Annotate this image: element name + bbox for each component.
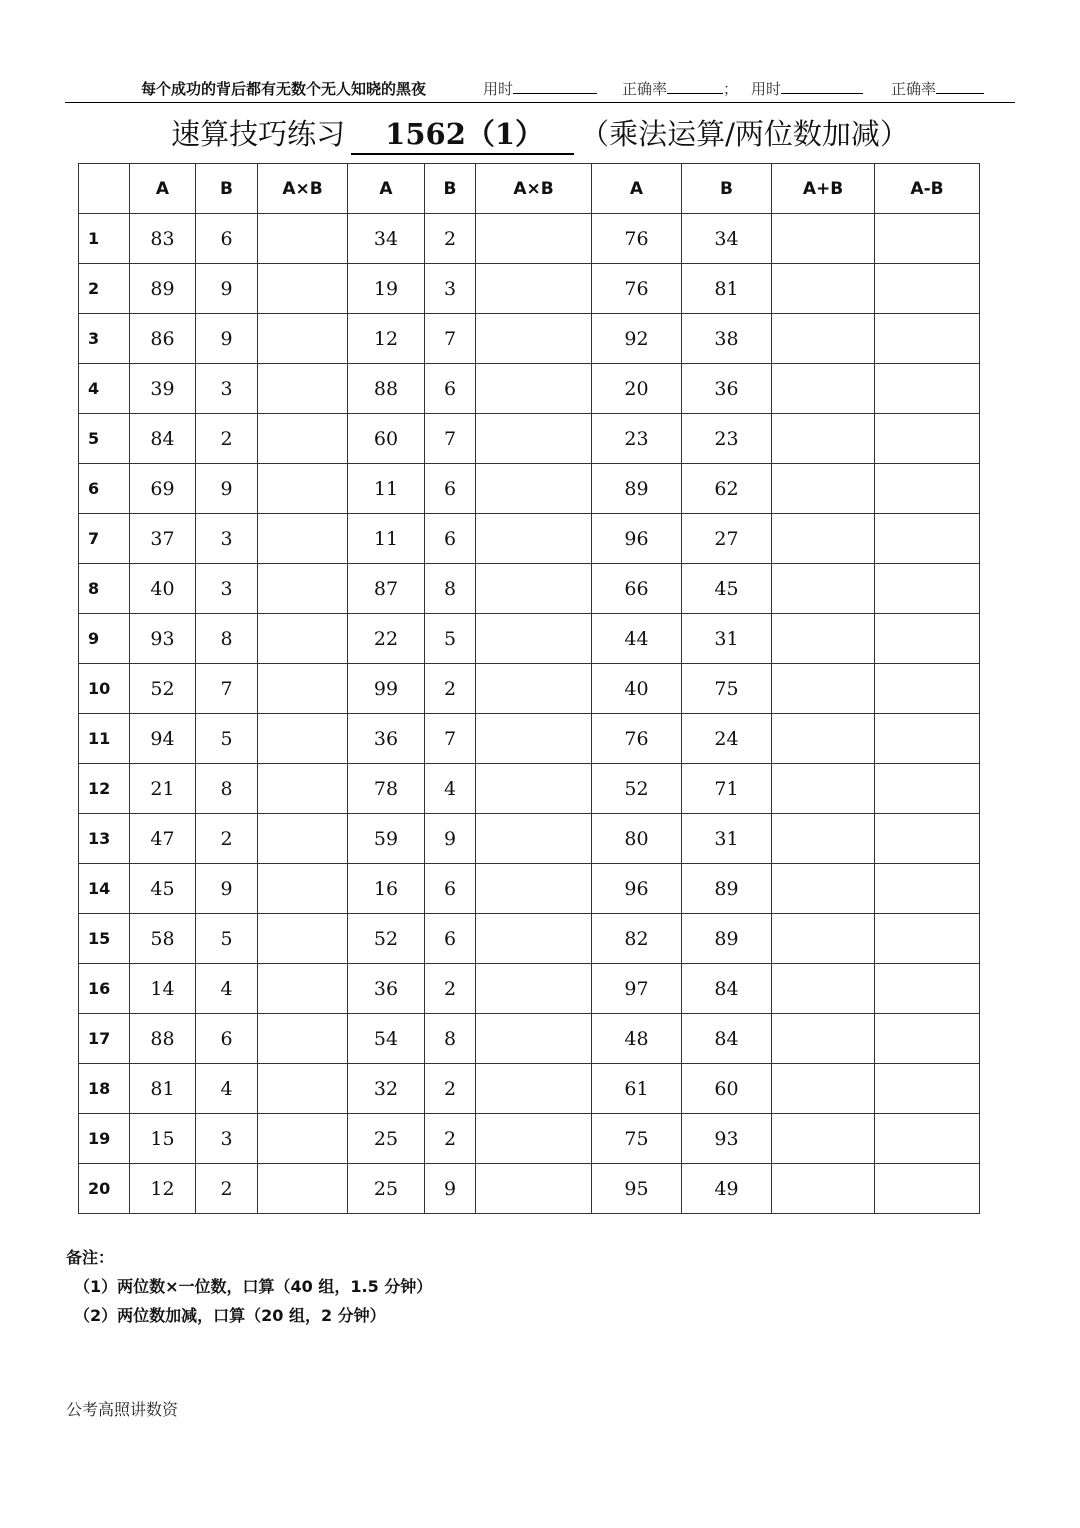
operand-cell: 31: [682, 814, 772, 864]
operand-cell: 11: [348, 464, 425, 514]
answer-cell[interactable]: [258, 414, 348, 464]
operand-cell: 52: [348, 914, 425, 964]
operand-cell: 89: [592, 464, 682, 514]
answer-cell[interactable]: [476, 964, 592, 1014]
answer-cell[interactable]: [875, 564, 980, 614]
row-number: 11: [79, 714, 130, 764]
motto-text: 每个成功的背后都有无数个无人知晓的黑夜: [141, 80, 427, 98]
accuracy-label-1: 正确率: [622, 80, 668, 98]
answer-cell[interactable]: [258, 214, 348, 264]
row-number: 15: [79, 914, 130, 964]
accuracy-field-2: [891, 78, 984, 99]
operand-cell: 19: [348, 264, 425, 314]
operand-cell: 47: [130, 814, 196, 864]
operand-cell: 60: [682, 1064, 772, 1114]
answer-cell[interactable]: [875, 1064, 980, 1114]
row-number: 18: [79, 1064, 130, 1114]
operand-cell: 75: [682, 664, 772, 714]
answer-cell[interactable]: [772, 814, 875, 864]
answer-cell[interactable]: [258, 814, 348, 864]
operand-cell: 88: [130, 1014, 196, 1064]
answer-cell[interactable]: [875, 464, 980, 514]
operand-cell: 3: [196, 1114, 258, 1164]
operand-cell: 2: [425, 214, 476, 264]
table-row: [79, 1114, 980, 1164]
answer-cell[interactable]: [772, 664, 875, 714]
column-header: [79, 164, 130, 214]
row-number: 14: [79, 864, 130, 914]
time-blank-2[interactable]: [781, 79, 863, 94]
accuracy-field-1: [622, 78, 738, 99]
answer-cell[interactable]: [258, 264, 348, 314]
operand-cell: 87: [348, 564, 425, 614]
answer-cell[interactable]: [875, 1164, 980, 1214]
answer-cell[interactable]: [772, 964, 875, 1014]
table-row: [79, 714, 980, 764]
operand-cell: 5: [196, 914, 258, 964]
answer-cell[interactable]: [875, 964, 980, 1014]
answer-cell[interactable]: [875, 264, 980, 314]
operand-cell: 78: [348, 764, 425, 814]
operand-cell: 8: [196, 764, 258, 814]
title-prefix: 速算技巧练习: [171, 117, 346, 151]
column-header: A: [130, 164, 196, 214]
operand-cell: 82: [592, 914, 682, 964]
row-number: 20: [79, 1164, 130, 1214]
row-number: 8: [79, 564, 130, 614]
operand-cell: 80: [592, 814, 682, 864]
operand-cell: 76: [592, 214, 682, 264]
row-number: 3: [79, 314, 130, 364]
operand-cell: 49: [682, 1164, 772, 1214]
table-row: [79, 264, 980, 314]
answer-cell[interactable]: [258, 614, 348, 664]
operand-cell: 23: [682, 414, 772, 464]
operand-cell: 6: [196, 1014, 258, 1064]
operand-cell: 48: [592, 1014, 682, 1064]
operand-cell: 3: [196, 564, 258, 614]
operand-cell: 45: [682, 564, 772, 614]
operand-cell: 96: [592, 864, 682, 914]
operand-cell: 3: [425, 264, 476, 314]
footer-text: 公考高照讲数资: [66, 1400, 179, 1419]
answer-cell[interactable]: [875, 764, 980, 814]
row-number: 6: [79, 464, 130, 514]
operand-cell: 40: [130, 564, 196, 614]
answer-cell[interactable]: [258, 964, 348, 1014]
answer-cell[interactable]: [875, 614, 980, 664]
operand-cell: 61: [592, 1064, 682, 1114]
operand-cell: 81: [130, 1064, 196, 1114]
table-row: [79, 464, 980, 514]
answer-cell[interactable]: [476, 464, 592, 514]
answer-cell[interactable]: [258, 464, 348, 514]
operand-cell: 15: [130, 1114, 196, 1164]
answer-cell[interactable]: [258, 864, 348, 914]
column-header: A+B: [772, 164, 875, 214]
column-header: A-B: [875, 164, 980, 214]
operand-cell: 16: [348, 864, 425, 914]
table-row: [79, 314, 980, 364]
operand-cell: 9: [425, 814, 476, 864]
operand-cell: 8: [196, 614, 258, 664]
operand-cell: 54: [348, 1014, 425, 1064]
operand-cell: 2: [425, 1064, 476, 1114]
operand-cell: 69: [130, 464, 196, 514]
operand-cell: 14: [130, 964, 196, 1014]
operand-cell: 8: [425, 1014, 476, 1064]
answer-cell[interactable]: [772, 464, 875, 514]
answer-cell[interactable]: [258, 514, 348, 564]
answer-cell[interactable]: [476, 214, 592, 264]
answer-cell[interactable]: [875, 814, 980, 864]
answer-cell[interactable]: [476, 414, 592, 464]
operand-cell: 92: [592, 314, 682, 364]
column-header: A×B: [476, 164, 592, 214]
operand-cell: 94: [130, 714, 196, 764]
operand-cell: 86: [130, 314, 196, 364]
operand-cell: 3: [196, 514, 258, 564]
answer-cell[interactable]: [772, 1064, 875, 1114]
operand-cell: 34: [682, 214, 772, 264]
time-blank-1[interactable]: [513, 79, 597, 94]
operand-cell: 58: [130, 914, 196, 964]
row-number: 2: [79, 264, 130, 314]
answer-cell[interactable]: [476, 914, 592, 964]
table-body: [79, 214, 980, 1214]
answer-cell[interactable]: [772, 414, 875, 464]
row-number: 7: [79, 514, 130, 564]
column-header: A: [592, 164, 682, 214]
answer-cell[interactable]: [258, 564, 348, 614]
answer-cell[interactable]: [476, 614, 592, 664]
operand-cell: 75: [592, 1114, 682, 1164]
operand-cell: 6: [425, 364, 476, 414]
answer-cell[interactable]: [772, 1164, 875, 1214]
note-line-1: （1）两位数×一位数，口算（40 组，1.5 分钟）: [74, 1277, 433, 1296]
row-number: 13: [79, 814, 130, 864]
operand-cell: 2: [425, 664, 476, 714]
operand-cell: 4: [196, 1064, 258, 1114]
table-row: [79, 514, 980, 564]
answer-cell[interactable]: [772, 764, 875, 814]
time-field-2: [751, 78, 863, 99]
answer-cell[interactable]: [476, 814, 592, 864]
table-row: [79, 864, 980, 914]
operand-cell: 40: [592, 664, 682, 714]
answer-cell[interactable]: [476, 1114, 592, 1164]
answer-cell[interactable]: [772, 564, 875, 614]
answer-cell[interactable]: [476, 714, 592, 764]
notes-heading: 备注：: [66, 1248, 115, 1267]
operand-cell: 22: [348, 614, 425, 664]
row-number: 4: [79, 364, 130, 414]
answer-cell[interactable]: [476, 314, 592, 364]
operand-cell: 27: [682, 514, 772, 564]
operand-cell: 38: [682, 314, 772, 364]
column-header: A: [348, 164, 425, 214]
operand-cell: 59: [348, 814, 425, 864]
operand-cell: 88: [348, 364, 425, 414]
answer-cell[interactable]: [258, 764, 348, 814]
operand-cell: 23: [592, 414, 682, 464]
table-header-row: [79, 164, 980, 214]
operand-cell: 32: [348, 1064, 425, 1114]
operand-cell: 52: [130, 664, 196, 714]
operand-cell: 76: [592, 264, 682, 314]
table-row: [79, 964, 980, 1014]
answer-cell[interactable]: [875, 914, 980, 964]
operand-cell: 11: [348, 514, 425, 564]
operand-cell: 6: [425, 514, 476, 564]
row-number: 12: [79, 764, 130, 814]
operand-cell: 7: [196, 664, 258, 714]
operand-cell: 84: [682, 964, 772, 1014]
answer-cell[interactable]: [875, 864, 980, 914]
answer-cell[interactable]: [476, 1064, 592, 1114]
answer-cell[interactable]: [772, 264, 875, 314]
answer-cell[interactable]: [772, 1014, 875, 1064]
row-number: 9: [79, 614, 130, 664]
row-number: 19: [79, 1114, 130, 1164]
column-header: B: [682, 164, 772, 214]
operand-cell: 6: [425, 464, 476, 514]
operand-cell: 71: [682, 764, 772, 814]
operand-cell: 44: [592, 614, 682, 664]
exercise-table: [78, 163, 980, 1214]
answer-cell[interactable]: [772, 514, 875, 564]
operand-cell: 34: [348, 214, 425, 264]
operand-cell: 9: [196, 314, 258, 364]
operand-cell: 95: [592, 1164, 682, 1214]
operand-cell: 2: [196, 1164, 258, 1214]
operand-cell: 6: [196, 214, 258, 264]
operand-cell: 45: [130, 864, 196, 914]
operand-cell: 6: [425, 914, 476, 964]
answer-cell[interactable]: [476, 764, 592, 814]
row-number: 1: [79, 214, 130, 264]
operand-cell: 25: [348, 1164, 425, 1214]
answer-cell[interactable]: [772, 614, 875, 664]
answer-cell[interactable]: [875, 1114, 980, 1164]
answer-cell[interactable]: [258, 1164, 348, 1214]
operand-cell: 52: [592, 764, 682, 814]
operand-cell: 6: [425, 864, 476, 914]
operand-cell: 89: [682, 864, 772, 914]
operand-cell: 8: [425, 564, 476, 614]
note-line-2: （2）两位数加减，口算（20 组，2 分钟）: [74, 1306, 386, 1325]
answer-cell[interactable]: [258, 1014, 348, 1064]
answer-cell[interactable]: [875, 314, 980, 364]
answer-cell[interactable]: [258, 1114, 348, 1164]
answer-cell[interactable]: [258, 714, 348, 764]
operand-cell: 93: [682, 1114, 772, 1164]
operand-cell: 36: [682, 364, 772, 414]
answer-cell[interactable]: [875, 214, 980, 264]
answer-cell[interactable]: [772, 864, 875, 914]
operand-cell: 99: [348, 664, 425, 714]
operand-cell: 83: [130, 214, 196, 264]
operand-cell: 4: [196, 964, 258, 1014]
table-row: [79, 414, 980, 464]
answer-cell[interactable]: [772, 214, 875, 264]
table-row: [79, 664, 980, 714]
row-number: 10: [79, 664, 130, 714]
time-label-1: 用时: [483, 80, 514, 98]
answer-cell[interactable]: [476, 864, 592, 914]
notes-section: [66, 1243, 432, 1330]
operand-cell: 7: [425, 714, 476, 764]
operand-cell: 76: [592, 714, 682, 764]
operand-cell: 2: [425, 964, 476, 1014]
time-field-1: [483, 78, 597, 99]
answer-cell[interactable]: [476, 264, 592, 314]
operand-cell: 9: [196, 864, 258, 914]
answer-cell[interactable]: [476, 364, 592, 414]
table-row: [79, 614, 980, 664]
operand-cell: 96: [592, 514, 682, 564]
answer-cell[interactable]: [258, 364, 348, 414]
table-row: [79, 914, 980, 964]
answer-cell[interactable]: [772, 314, 875, 364]
answer-cell[interactable]: [875, 364, 980, 414]
operand-cell: 7: [425, 414, 476, 464]
column-header: A×B: [258, 164, 348, 214]
operand-cell: 2: [425, 1114, 476, 1164]
accuracy-blank-2[interactable]: [936, 79, 984, 94]
column-header: B: [425, 164, 476, 214]
operand-cell: 97: [592, 964, 682, 1014]
operand-cell: 7: [425, 314, 476, 364]
operand-cell: 36: [348, 964, 425, 1014]
operand-cell: 89: [682, 914, 772, 964]
answer-cell[interactable]: [875, 414, 980, 464]
page-header: [65, 74, 1015, 103]
operand-cell: 84: [682, 1014, 772, 1064]
operand-cell: 9: [196, 464, 258, 514]
operand-cell: 20: [592, 364, 682, 414]
table-row: [79, 764, 980, 814]
answer-cell[interactable]: [875, 514, 980, 564]
operand-cell: 5: [425, 614, 476, 664]
page-title: [0, 112, 1080, 155]
operand-cell: 21: [130, 764, 196, 814]
column-header: B: [196, 164, 258, 214]
table-row: [79, 814, 980, 864]
answer-cell[interactable]: [476, 664, 592, 714]
answer-cell[interactable]: [258, 1064, 348, 1114]
accuracy-blank-1[interactable]: [667, 79, 723, 94]
operand-cell: 2: [196, 814, 258, 864]
answer-cell[interactable]: [772, 714, 875, 764]
operand-cell: 81: [682, 264, 772, 314]
operand-cell: 25: [348, 1114, 425, 1164]
accuracy-label-2: 正确率: [891, 80, 937, 98]
title-code: 1562（1）: [351, 112, 574, 155]
operand-cell: 5: [196, 714, 258, 764]
operand-cell: 24: [682, 714, 772, 764]
table-row: [79, 1014, 980, 1064]
answer-cell[interactable]: [258, 314, 348, 364]
operand-cell: 9: [196, 264, 258, 314]
table-row: [79, 1064, 980, 1114]
answer-cell[interactable]: [875, 714, 980, 764]
title-suffix: （乘法运算/两位数加减）: [580, 117, 909, 151]
operand-cell: 4: [425, 764, 476, 814]
time-label-2: 用时: [751, 80, 782, 98]
operand-cell: 2: [196, 414, 258, 464]
operand-cell: 3: [196, 364, 258, 414]
answer-cell[interactable]: [875, 1014, 980, 1064]
operand-cell: 37: [130, 514, 196, 564]
operand-cell: 60: [348, 414, 425, 464]
operand-cell: 39: [130, 364, 196, 414]
table-row: [79, 364, 980, 414]
table-row: [79, 1164, 980, 1214]
answer-cell[interactable]: [476, 564, 592, 614]
operand-cell: 62: [682, 464, 772, 514]
operand-cell: 89: [130, 264, 196, 314]
row-number: 16: [79, 964, 130, 1014]
answer-cell[interactable]: [476, 1014, 592, 1064]
answer-cell[interactable]: [258, 664, 348, 714]
separator: ；: [723, 80, 739, 98]
operand-cell: 9: [425, 1164, 476, 1214]
operand-cell: 12: [348, 314, 425, 364]
table-row: [79, 214, 980, 264]
row-number: 5: [79, 414, 130, 464]
row-number: 17: [79, 1014, 130, 1064]
answer-cell[interactable]: [772, 364, 875, 414]
operand-cell: 66: [592, 564, 682, 614]
operand-cell: 12: [130, 1164, 196, 1214]
table-row: [79, 564, 980, 614]
operand-cell: 31: [682, 614, 772, 664]
operand-cell: 93: [130, 614, 196, 664]
answer-cell[interactable]: [476, 514, 592, 564]
operand-cell: 84: [130, 414, 196, 464]
answer-cell[interactable]: [476, 1164, 592, 1214]
answer-cell[interactable]: [772, 1114, 875, 1164]
operand-cell: 36: [348, 714, 425, 764]
answer-cell[interactable]: [258, 914, 348, 964]
answer-cell[interactable]: [772, 914, 875, 964]
answer-cell[interactable]: [875, 664, 980, 714]
